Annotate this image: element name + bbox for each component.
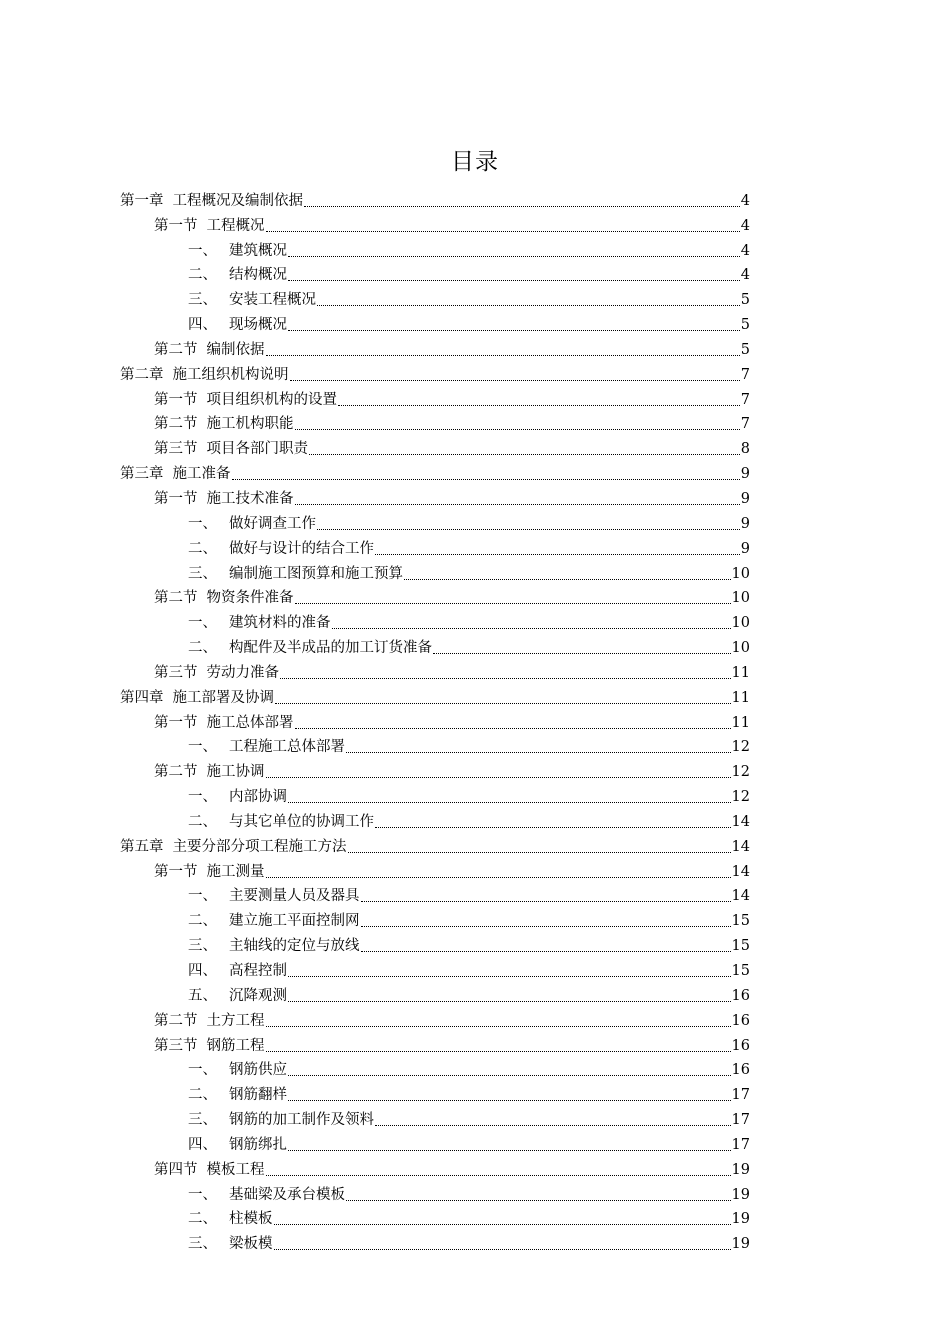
toc-entry-number: 第二节 <box>154 341 198 358</box>
toc-entry-page-number: 4 <box>740 217 750 234</box>
toc-entry-page-number: 19 <box>731 1211 750 1228</box>
toc-entry-number: 三、 <box>188 565 217 582</box>
toc-entry[interactable] <box>120 1006 750 1031</box>
toc-entry-page-number: 9 <box>740 490 750 507</box>
toc-entry-number: 二、 <box>188 813 217 830</box>
toc-dot-leader <box>295 504 740 505</box>
toc-dot-leader <box>375 554 740 555</box>
toc-entry-number: 第一节 <box>154 391 198 408</box>
toc-entry[interactable] <box>120 186 750 211</box>
toc-entry-page-number: 16 <box>731 1062 750 1079</box>
toc-entry-page-number: 7 <box>740 366 750 383</box>
toc-dot-leader <box>433 653 731 654</box>
toc-entry-label: 钢筋翻样 <box>229 1087 287 1104</box>
toc-entry[interactable] <box>120 584 750 609</box>
toc-entry-number: 第二节 <box>154 764 198 781</box>
toc-entry-label: 安装工程概况 <box>229 292 316 309</box>
toc-entry-number: 三、 <box>188 292 217 309</box>
toc-entry[interactable] <box>120 1056 750 1081</box>
toc-entry-page-number: 12 <box>731 739 750 756</box>
toc-entry-label: 主轴线的定位与放线 <box>229 938 360 955</box>
toc-dot-leader <box>288 976 731 977</box>
toc-entry-page-number: 4 <box>740 192 750 209</box>
toc-entry-page-number: 7 <box>740 391 750 408</box>
toc-entry-number: 第一节 <box>154 490 198 507</box>
toc-dot-leader <box>288 1100 731 1101</box>
toc-entry-page-number: 10 <box>731 615 750 632</box>
toc-entry-label: 建筑材料的准备 <box>229 615 331 632</box>
toc-entry[interactable] <box>120 385 750 410</box>
toc-dot-leader <box>288 1150 731 1151</box>
toc-entry[interactable] <box>120 1205 750 1230</box>
toc-entry[interactable] <box>120 434 750 459</box>
toc-entry-number: 二、 <box>188 540 217 557</box>
toc-entry[interactable] <box>120 882 750 907</box>
toc-dot-leader <box>304 206 740 207</box>
toc-entry-number: 第四节 <box>154 1161 198 1178</box>
toc-entry[interactable] <box>120 608 750 633</box>
toc-entry-number: 第一章 <box>120 192 164 209</box>
toc-entry-number: 第二节 <box>154 590 198 607</box>
toc-entry-page-number: 15 <box>731 963 750 979</box>
toc-entry-page-number: 9 <box>740 515 750 532</box>
toc-entry[interactable] <box>120 459 750 484</box>
toc-entry[interactable] <box>120 1155 750 1180</box>
toc-entry-page-number: 14 <box>731 863 750 880</box>
toc-dot-leader <box>309 454 740 455</box>
toc-entry-number: 一、 <box>188 789 217 806</box>
toc-entry-number: 二、 <box>188 913 217 930</box>
toc-entry-label: 钢筋工程 <box>206 1037 265 1054</box>
toc-dot-leader <box>266 877 731 878</box>
toc-dot-leader <box>266 1051 731 1052</box>
toc-dot-leader <box>290 380 740 381</box>
toc-entry-page-number: 16 <box>731 1012 750 1029</box>
toc-entry-label: 做好调查工作 <box>229 515 316 532</box>
toc-entry-page-number: 10 <box>731 640 750 657</box>
toc-entry-label: 钢筋的加工制作及领料 <box>229 1112 374 1129</box>
toc-title: 目录 <box>451 149 499 175</box>
toc-entry-page-number: 10 <box>731 590 750 607</box>
toc-entry[interactable] <box>120 633 750 658</box>
toc-entry-number: 二、 <box>188 640 217 657</box>
toc-dot-leader <box>404 579 731 580</box>
toc-entry-label: 工程概况 <box>206 217 265 234</box>
toc-entry-label: 做好与设计的结合工作 <box>229 540 374 557</box>
toc-entry-number: 一、 <box>188 515 217 532</box>
toc-entry-label: 高程控制 <box>229 963 287 979</box>
toc-entry-number: 一、 <box>188 1186 217 1203</box>
toc-dot-leader <box>288 330 740 331</box>
toc-entry-label: 施工协调 <box>206 764 265 781</box>
toc-entry-number: 第一节 <box>154 217 198 234</box>
toc-entry-number: 一、 <box>188 739 217 756</box>
toc-entry-label: 施工测量 <box>206 863 265 880</box>
toc-entry-number: 二、 <box>188 267 217 284</box>
toc-entry-number: 第二节 <box>154 1012 198 1029</box>
toc-entry-page-number: 17 <box>731 1112 750 1129</box>
toc-dot-leader <box>232 479 740 480</box>
toc-entry-label: 施工部署及协调 <box>172 689 274 706</box>
toc-dot-leader <box>274 1249 731 1250</box>
toc-dot-leader <box>266 231 740 232</box>
toc-entry-page-number: 16 <box>731 1037 750 1054</box>
toc-entry[interactable] <box>120 857 750 882</box>
toc-entry-page-number: 12 <box>731 789 750 806</box>
toc-entry-page-number: 12 <box>731 764 750 781</box>
toc-dot-leader <box>266 1175 731 1176</box>
toc-entry-page-number: 9 <box>740 466 750 483</box>
toc-entry-label: 编制依据 <box>206 341 265 358</box>
toc-dot-leader <box>274 1224 731 1225</box>
toc-entry[interactable] <box>120 1229 750 1254</box>
toc-entry-page-number: 15 <box>731 913 750 930</box>
toc-entry-page-number: 11 <box>731 689 750 706</box>
toc-entry-number: 第一节 <box>154 863 198 880</box>
toc-entry[interactable] <box>120 956 750 981</box>
toc-entry-page-number: 4 <box>740 267 750 284</box>
toc-entry-page-number: 14 <box>731 813 750 830</box>
toc-entry-label: 物资条件准备 <box>206 590 294 607</box>
toc-entry-number: 一、 <box>188 615 217 632</box>
toc-dot-leader <box>375 1125 731 1126</box>
toc-entry-number: 第五章 <box>120 838 164 855</box>
toc-entry-label: 模板工程 <box>206 1161 265 1178</box>
toc-entry-number: 四、 <box>188 1136 217 1153</box>
toc-entry-label: 结构概况 <box>229 267 287 284</box>
toc-entry[interactable] <box>120 559 750 584</box>
toc-entry[interactable] <box>120 757 750 782</box>
toc-entry-number: 四、 <box>188 317 217 334</box>
toc-entry-number: 第三节 <box>154 1037 198 1054</box>
toc-entry-number: 第一节 <box>154 714 198 731</box>
toc-entry-label: 主要测量人员及器具 <box>229 888 360 905</box>
toc-entry-label: 沉降观测 <box>229 987 287 1004</box>
toc-entry-page-number: 14 <box>731 888 750 905</box>
toc-entry-number: 五、 <box>188 987 217 1004</box>
toc-entry-page-number: 19 <box>731 1236 750 1253</box>
toc-entry[interactable] <box>120 931 750 956</box>
toc-dot-leader <box>317 529 740 530</box>
toc-entry-label: 工程施工总体部署 <box>229 739 345 756</box>
toc-entry-label: 施工技术准备 <box>206 490 294 507</box>
toc-entry-number: 三、 <box>188 938 217 955</box>
toc-entry[interactable] <box>120 906 750 931</box>
toc-entry[interactable] <box>120 807 750 832</box>
toc-entry-number: 一、 <box>188 1062 217 1079</box>
toc-entry-page-number: 5 <box>740 341 750 358</box>
toc-entry[interactable] <box>120 733 750 758</box>
toc-entry-label: 主要分部分项工程施工方法 <box>172 838 347 855</box>
toc-entry[interactable] <box>120 310 750 335</box>
toc-dot-leader <box>266 1026 731 1027</box>
toc-dot-leader <box>346 1200 731 1201</box>
toc-entry[interactable] <box>120 509 750 534</box>
toc-list <box>120 186 750 1254</box>
toc-entry[interactable] <box>120 1031 750 1056</box>
toc-entry-page-number: 19 <box>731 1186 750 1203</box>
toc-entry[interactable] <box>120 782 750 807</box>
toc-entry-label: 建立施工平面控制网 <box>229 913 360 930</box>
toc-entry-number: 一、 <box>188 888 217 905</box>
toc-entry-label: 现场概况 <box>229 317 287 334</box>
toc-entry-label: 项目各部门职责 <box>206 441 308 458</box>
toc-entry-label: 土方工程 <box>206 1012 265 1029</box>
toc-entry-number: 二、 <box>188 1211 217 1228</box>
toc-entry-label: 钢筋供应 <box>229 1062 287 1079</box>
toc-entry-page-number: 14 <box>731 838 750 855</box>
toc-entry-label: 构配件及半成品的加工订货准备 <box>229 640 432 657</box>
toc-dot-leader <box>375 827 731 828</box>
toc-entry-label: 内部协调 <box>229 789 287 806</box>
toc-entry[interactable] <box>120 211 750 236</box>
toc-dot-leader <box>288 1075 731 1076</box>
toc-entry[interactable] <box>120 1180 750 1205</box>
toc-entry-label: 钢筋绑扎 <box>229 1136 287 1153</box>
toc-entry[interactable] <box>120 285 750 310</box>
toc-entry[interactable] <box>120 708 750 733</box>
toc-dot-leader <box>288 256 740 257</box>
toc-entry-number: 四、 <box>188 963 217 979</box>
toc-entry-number: 第四章 <box>120 689 164 706</box>
toc-dot-leader <box>295 728 731 729</box>
toc-dot-leader <box>346 752 731 753</box>
toc-entry-number: 一、 <box>188 242 217 259</box>
toc-entry-page-number: 10 <box>731 565 750 582</box>
toc-dot-leader <box>288 802 731 803</box>
toc-entry[interactable] <box>120 261 750 286</box>
toc-dot-leader <box>275 703 731 704</box>
toc-entry-number: 三、 <box>188 1236 217 1253</box>
toc-entry[interactable] <box>120 683 750 708</box>
toc-entry[interactable] <box>120 981 750 1006</box>
toc-dot-leader <box>280 678 731 679</box>
toc-entry[interactable] <box>120 410 750 435</box>
toc-entry[interactable] <box>120 1130 750 1155</box>
toc-dot-leader <box>295 603 731 604</box>
toc-entry[interactable] <box>120 832 750 857</box>
toc-entry-page-number: 4 <box>740 242 750 259</box>
toc-entry-page-number: 19 <box>731 1161 750 1178</box>
toc-entry-label: 施工组织机构说明 <box>172 366 289 383</box>
toc-entry[interactable] <box>120 360 750 385</box>
toc-entry-label: 项目组织机构的设置 <box>206 391 337 408</box>
toc-entry-label: 柱模板 <box>229 1211 273 1228</box>
toc-entry-number: 第三节 <box>154 441 198 458</box>
toc-entry[interactable] <box>120 236 750 261</box>
toc-dot-leader <box>288 1001 731 1002</box>
toc-entry-page-number: 15 <box>731 938 750 955</box>
toc-entry-page-number: 17 <box>731 1136 750 1153</box>
toc-entry[interactable] <box>120 484 750 509</box>
toc-dot-leader <box>288 280 740 281</box>
toc-entry-label: 劳动力准备 <box>206 664 279 681</box>
toc-dot-leader <box>361 901 731 902</box>
toc-entry-number: 第三节 <box>154 664 198 681</box>
toc-entry-label: 基础梁及承台模板 <box>229 1186 345 1203</box>
toc-entry[interactable] <box>120 335 750 360</box>
toc-entry-label: 施工总体部署 <box>206 714 294 731</box>
toc-dot-leader <box>295 429 740 430</box>
toc-entry-page-number: 7 <box>740 416 750 433</box>
toc-dot-leader <box>348 852 731 853</box>
toc-entry-page-number: 5 <box>740 317 750 334</box>
toc-entry-page-number: 9 <box>740 540 750 557</box>
toc-dot-leader <box>361 951 731 952</box>
toc-entry-number: 第三章 <box>120 466 164 483</box>
toc-entry[interactable] <box>120 1105 750 1130</box>
toc-entry-label: 建筑概况 <box>229 242 287 259</box>
toc-entry-page-number: 5 <box>740 292 750 309</box>
toc-entry-number: 第二章 <box>120 366 164 383</box>
toc-entry-number: 二、 <box>188 1087 217 1104</box>
toc-dot-leader <box>338 405 740 406</box>
toc-dot-leader <box>332 628 731 629</box>
toc-entry-label: 梁板模 <box>229 1236 273 1253</box>
toc-entry-page-number: 8 <box>740 441 750 458</box>
toc-entry-number: 第二节 <box>154 416 198 433</box>
toc-entry-label: 施工准备 <box>172 466 231 483</box>
toc-dot-leader <box>266 355 740 356</box>
toc-entry[interactable] <box>120 658 750 683</box>
toc-entry[interactable] <box>120 1080 750 1105</box>
toc-entry-number: 三、 <box>188 1112 217 1129</box>
toc-dot-leader <box>317 305 740 306</box>
toc-dot-leader <box>266 777 731 778</box>
toc-entry-label: 与其它单位的协调工作 <box>229 813 374 830</box>
toc-entry-page-number: 11 <box>731 714 750 731</box>
toc-entry-page-number: 11 <box>731 664 750 681</box>
toc-entry-label: 施工机构职能 <box>206 416 294 433</box>
toc-entry-label: 编制施工图预算和施工预算 <box>229 565 403 582</box>
toc-entry-page-number: 16 <box>731 987 750 1004</box>
toc-entry[interactable] <box>120 534 750 559</box>
toc-entry-label: 工程概况及编制依据 <box>172 192 303 209</box>
toc-entry-page-number: 17 <box>731 1087 750 1104</box>
toc-dot-leader <box>361 926 731 927</box>
